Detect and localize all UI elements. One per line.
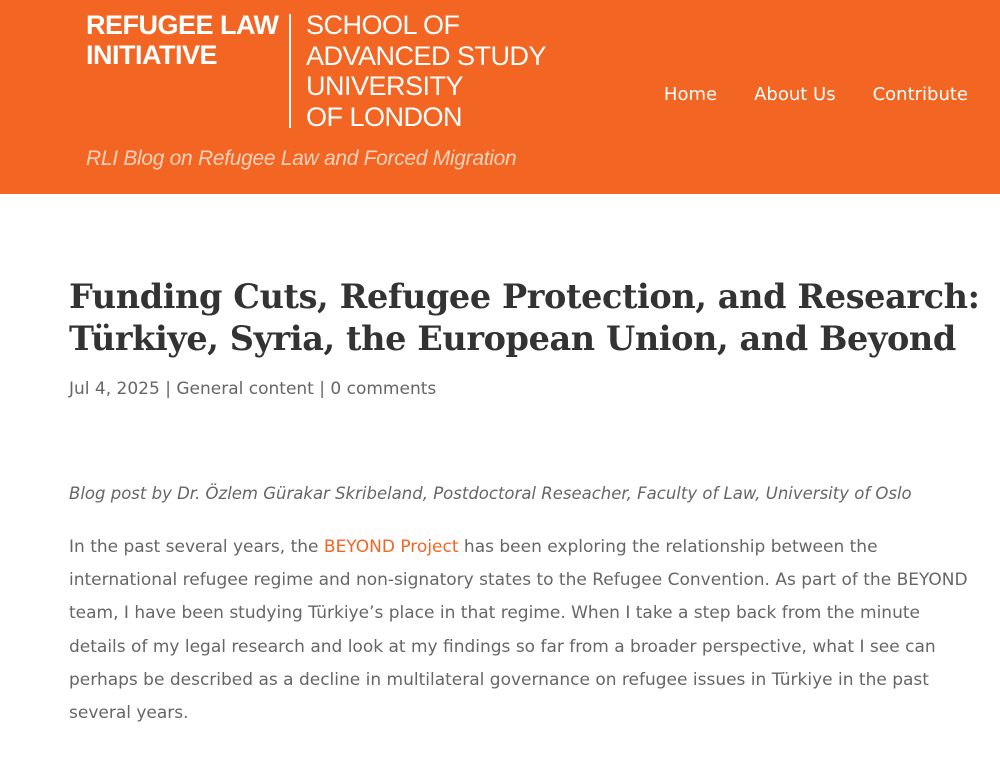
post-title bbox=[69, 276, 989, 360]
logo-left-line-2: INITIATIVE bbox=[86, 40, 218, 70]
refugee-law-initiative-logo[interactable] bbox=[86, 10, 279, 70]
logo-right-line-3: UNIVERSITY bbox=[306, 71, 464, 101]
site-header bbox=[0, 0, 1000, 194]
post-meta bbox=[69, 376, 436, 402]
para-text-after-link: has been exploring the relationship between the international refugee regime and non-signatory states to the Refugee Convention. As part of the BEYOND team, I have been studying Türkiye’s place in that regime. When I take a step back from the minute details of my legal research and look at my findings so far from a broader perspective, what I see can perhaps be described as a decline in multilateral governance on refugee issues in Türkiye in the past several years. bbox=[69, 537, 968, 724]
post-title-line-1: Funding Cuts, Refugee Protection, and Research: bbox=[69, 277, 980, 316]
logo-right-line-4: OF LONDON bbox=[306, 101, 463, 132]
logo-divider bbox=[289, 14, 291, 128]
post-paragraph bbox=[69, 531, 969, 730]
meta-separator: | bbox=[165, 379, 171, 399]
nav-home[interactable]: Home bbox=[663, 84, 718, 105]
blog-tagline: RLI Blog on Refugee Law and Forced Migration bbox=[86, 147, 517, 170]
logo-right-line-2: ADVANCED STUDY bbox=[306, 40, 547, 71]
meta-separator: | bbox=[319, 379, 325, 399]
para-text-before-link: In the past several years, the bbox=[69, 537, 324, 557]
post-comments-link[interactable]: 0 comments bbox=[330, 379, 437, 399]
nav-contribute[interactable]: Contribute bbox=[872, 84, 968, 105]
post-date: Jul 4, 2025 bbox=[69, 379, 160, 399]
post-category-link[interactable]: General content bbox=[176, 379, 314, 399]
logo-left-line-1: REFUGEE LAW bbox=[86, 10, 279, 40]
post-title-line-2: Türkiye, Syria, the European Union, and Beyond bbox=[69, 319, 956, 358]
school-of-advanced-study-logo[interactable] bbox=[306, 10, 546, 132]
post-byline: Blog post by Dr. Özlem Gürakar Skribeland, Postdoctoral Reseacher, Faculty of Law, University of Oslo bbox=[69, 484, 912, 503]
main-nav bbox=[664, 84, 968, 105]
nav-about-us[interactable]: About Us bbox=[754, 84, 836, 105]
beyond-project-link[interactable]: BEYOND Project bbox=[323, 537, 459, 557]
logo-right-line-1: SCHOOL OF bbox=[306, 10, 460, 40]
